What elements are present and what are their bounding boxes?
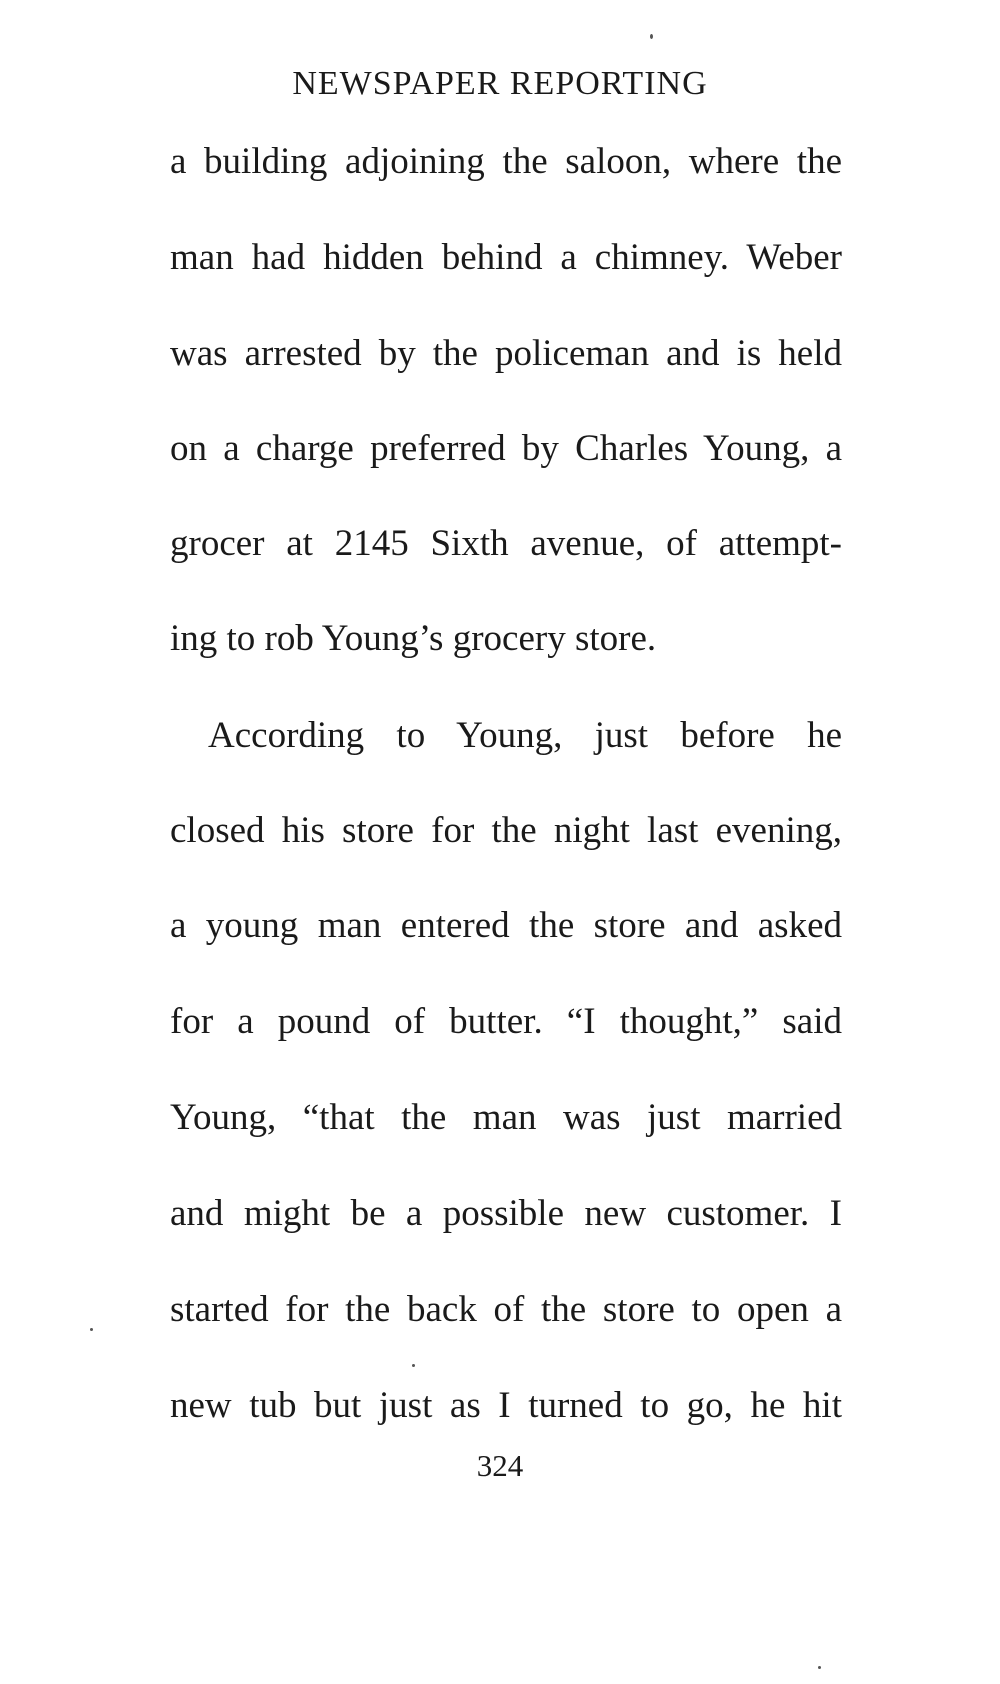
scan-speck	[818, 1666, 821, 1669]
text-line: and might be a possible new customer. I	[170, 1193, 842, 1234]
text-line: Young, “that the man was just married	[170, 1097, 842, 1138]
page-number: 324	[476, 1448, 524, 1483]
text-line: new tub but just as I turned to go, he hit	[170, 1385, 842, 1426]
text-line: started for the back of the store to open a	[170, 1289, 842, 1330]
text-line: man had hidden behind a chimney. Weber	[170, 237, 842, 278]
text-line: closed his store for the night last evening,	[170, 810, 842, 851]
text-line: a building adjoining the saloon, where the	[170, 141, 842, 182]
text-line: a young man entered the store and asked	[170, 905, 842, 946]
scan-speck	[650, 34, 653, 39]
running-head: NEWSPAPER REPORTING	[292, 65, 708, 102]
text-line: was arrested by the policeman and is held	[170, 333, 842, 374]
scan-speck	[90, 1328, 93, 1331]
text-line: ing to rob Young’s grocery store.	[170, 618, 657, 659]
scan-speck	[412, 1364, 415, 1367]
text-line: grocer at 2145 Sixth avenue, of attempt-	[170, 523, 842, 564]
text-line: According to Young, just before he	[208, 715, 842, 756]
text-line: for a pound of butter. “I thought,” said	[170, 1001, 842, 1042]
text-line: on a charge preferred by Charles Young, a	[170, 428, 842, 469]
